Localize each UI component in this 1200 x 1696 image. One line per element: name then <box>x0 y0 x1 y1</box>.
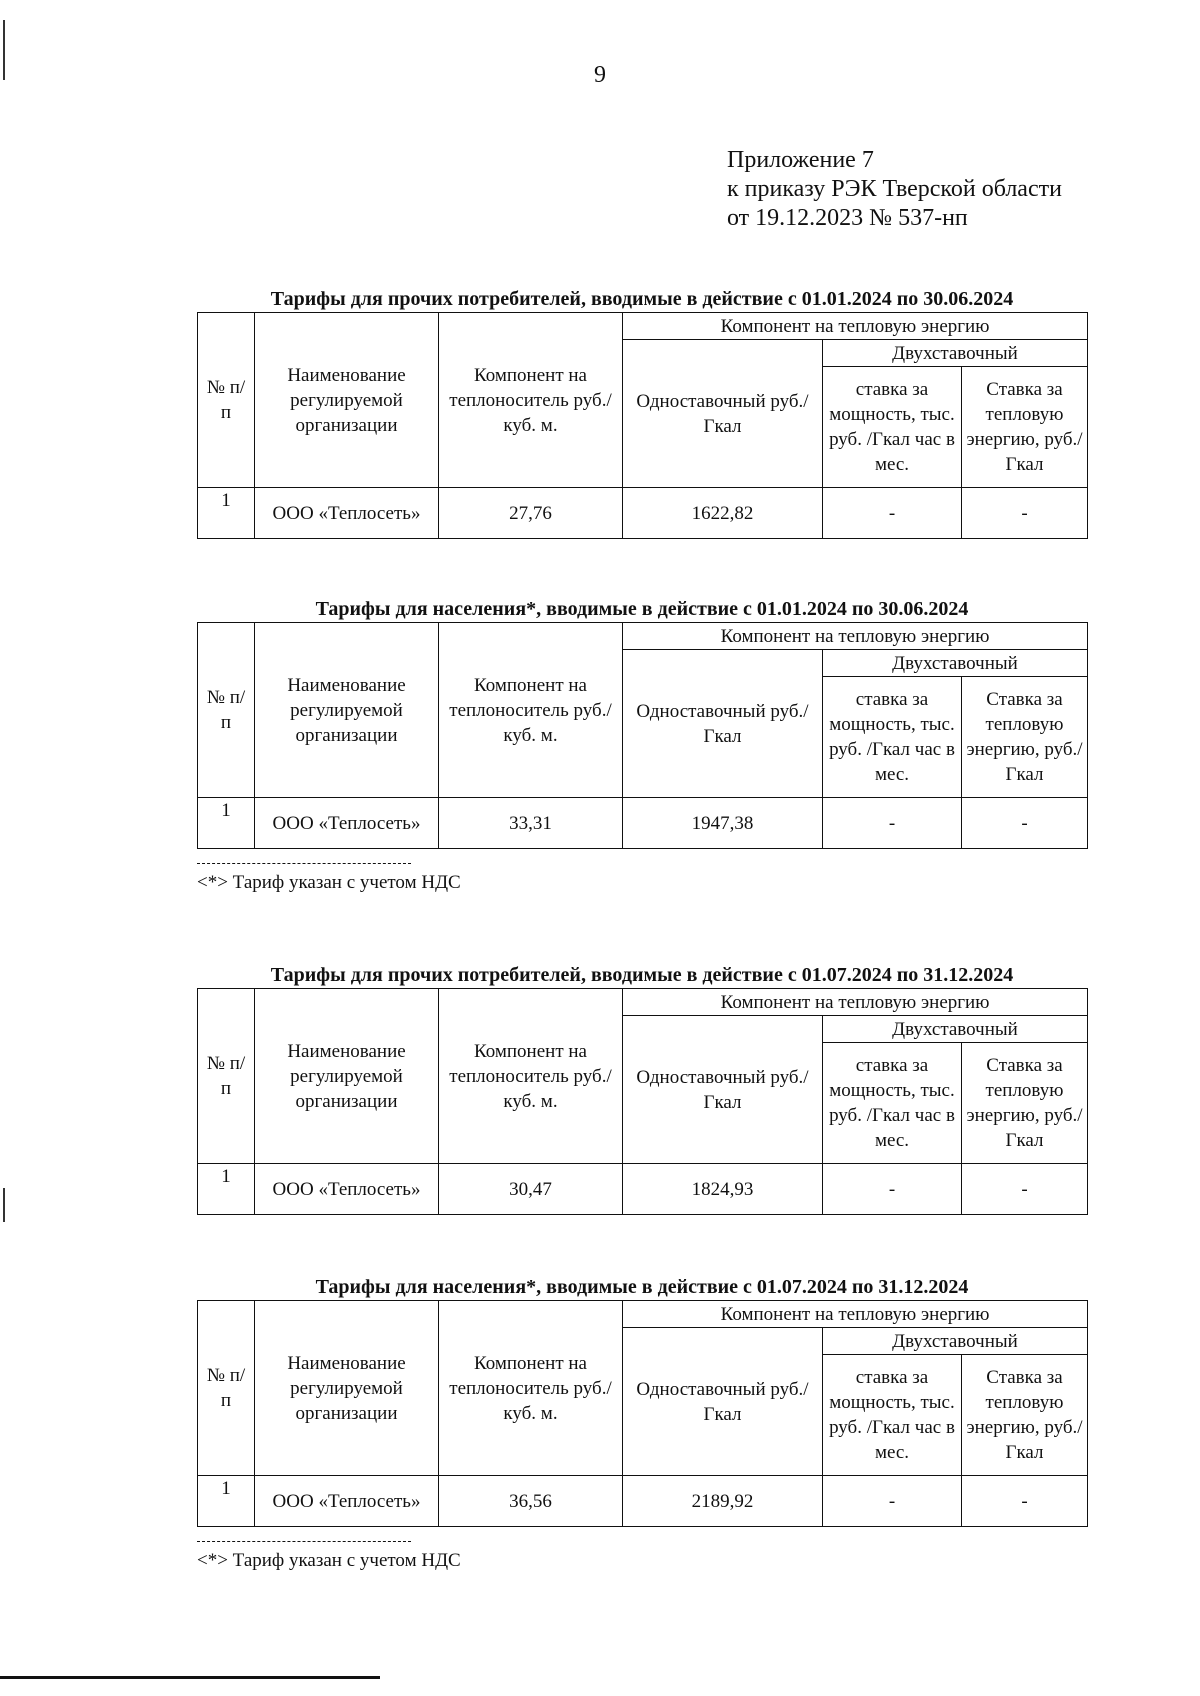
bottom-rule <box>0 1676 380 1679</box>
header-two-part: Двухставочный <box>823 650 1088 677</box>
header-capacity: ставка за мощность, тыс. руб. /Гкал час в мес. <box>823 367 962 488</box>
cell-capacity: - <box>823 488 962 539</box>
cell-single: 2189,92 <box>623 1476 823 1527</box>
tariff-table <box>197 312 1088 539</box>
header-single: Одноставочный руб./Гкал <box>623 1016 823 1164</box>
header-org: Наименование регулируемой организации <box>255 989 439 1164</box>
header-capacity: ставка за мощность, тыс. руб. /Гкал час в мес. <box>823 677 962 798</box>
cell-carrier: 27,76 <box>439 488 623 539</box>
tariff-section-1 <box>197 288 1087 539</box>
cell-single: 1622,82 <box>623 488 823 539</box>
cell-capacity: - <box>823 1164 962 1215</box>
header-carrier: Компонент на теплоноситель руб./куб. м. <box>439 313 623 488</box>
footnote-divider <box>197 863 411 864</box>
table-row <box>198 798 1088 849</box>
section-title: Тарифы для прочих потребителей, вводимые в действие с 01.07.2024 по 31.12.2024 <box>270 964 1014 986</box>
header-num: № п/п <box>198 1301 255 1476</box>
cell-num: 1 <box>198 488 255 539</box>
cell-org: ООО «Теплосеть» <box>255 1164 439 1215</box>
footnote-divider <box>197 1541 411 1542</box>
header-energy-group: Компонент на тепловую энергию <box>623 989 1088 1016</box>
header-energy-group: Компонент на тепловую энергию <box>623 623 1088 650</box>
footnote: <*> Тариф указан с учетом НДС <box>197 872 461 893</box>
table-row <box>198 1164 1088 1215</box>
cell-carrier: 30,47 <box>439 1164 623 1215</box>
section-title: Тарифы для населения*, вводимые в действие с 01.07.2024 по 31.12.2024 <box>315 1276 969 1298</box>
header-energy-rate: Ставка за тепловую энергию, руб./Гкал <box>962 367 1088 488</box>
tariff-table <box>197 988 1088 1215</box>
header-org: Наименование регулируемой организации <box>255 623 439 798</box>
header-energy-group: Компонент на тепловую энергию <box>623 1301 1088 1328</box>
header-org: Наименование регулируемой организации <box>255 313 439 488</box>
header-energy-rate: Ставка за тепловую энергию, руб./Гкал <box>962 1043 1088 1164</box>
section-title: Тарифы для прочих потребителей, вводимые в действие с 01.01.2024 по 30.06.2024 <box>270 288 1014 310</box>
cell-single: 1947,38 <box>623 798 823 849</box>
tariff-section-3 <box>197 964 1087 1215</box>
header-energy-rate: Ставка за тепловую энергию, руб./Гкал <box>962 677 1088 798</box>
header-single: Одноставочный руб./Гкал <box>623 340 823 488</box>
cell-carrier: 36,56 <box>439 1476 623 1527</box>
cell-energy-rate: - <box>962 1164 1088 1215</box>
cell-carrier: 33,31 <box>439 798 623 849</box>
header-carrier: Компонент на теплоноситель руб./куб. м. <box>439 623 623 798</box>
cell-energy-rate: - <box>962 798 1088 849</box>
cell-energy-rate: - <box>962 1476 1088 1527</box>
header-org: Наименование регулируемой организации <box>255 1301 439 1476</box>
tariff-section-4 <box>197 1276 1087 1572</box>
header-two-part: Двухставочный <box>823 1328 1088 1355</box>
table-row <box>198 488 1088 539</box>
appendix-header <box>727 146 1062 233</box>
header-energy-group: Компонент на тепловую энергию <box>623 313 1088 340</box>
header-two-part: Двухставочный <box>823 1016 1088 1043</box>
tariff-table <box>197 1300 1088 1527</box>
header-carrier: Компонент на теплоноситель руб./куб. м. <box>439 989 623 1164</box>
appendix-line-1: Приложение 7 <box>727 147 874 173</box>
scan-edge-mark <box>3 20 5 80</box>
cell-org: ООО «Теплосеть» <box>255 488 439 539</box>
appendix-line-2: к приказу РЭК Тверской области <box>727 176 1062 202</box>
cell-num: 1 <box>198 798 255 849</box>
section-title: Тарифы для населения*, вводимые в действие с 01.01.2024 по 30.06.2024 <box>315 598 969 620</box>
header-num: № п/п <box>198 989 255 1164</box>
header-carrier: Компонент на теплоноситель руб./куб. м. <box>439 1301 623 1476</box>
header-single: Одноставочный руб./Гкал <box>623 1328 823 1476</box>
cell-capacity: - <box>823 798 962 849</box>
appendix-line-3: от 19.12.2023 № 537-нп <box>727 205 968 231</box>
header-capacity: ставка за мощность, тыс. руб. /Гкал час в мес. <box>823 1355 962 1476</box>
header-single: Одноставочный руб./Гкал <box>623 650 823 798</box>
header-num: № п/п <box>198 313 255 488</box>
header-energy-rate: Ставка за тепловую энергию, руб./Гкал <box>962 1355 1088 1476</box>
cell-org: ООО «Теплосеть» <box>255 1476 439 1527</box>
header-num: № п/п <box>198 623 255 798</box>
tariff-section-2 <box>197 598 1087 894</box>
cell-org: ООО «Теплосеть» <box>255 798 439 849</box>
header-two-part: Двухставочный <box>823 340 1088 367</box>
cell-capacity: - <box>823 1476 962 1527</box>
header-capacity: ставка за мощность, тыс. руб. /Гкал час в мес. <box>823 1043 962 1164</box>
footnote: <*> Тариф указан с учетом НДС <box>197 1550 461 1571</box>
cell-num: 1 <box>198 1476 255 1527</box>
scan-edge-mark <box>3 1188 5 1222</box>
page-number: 9 <box>594 62 606 88</box>
table-row <box>198 1476 1088 1527</box>
cell-single: 1824,93 <box>623 1164 823 1215</box>
tariff-table <box>197 622 1088 849</box>
cell-num: 1 <box>198 1164 255 1215</box>
cell-energy-rate: - <box>962 488 1088 539</box>
